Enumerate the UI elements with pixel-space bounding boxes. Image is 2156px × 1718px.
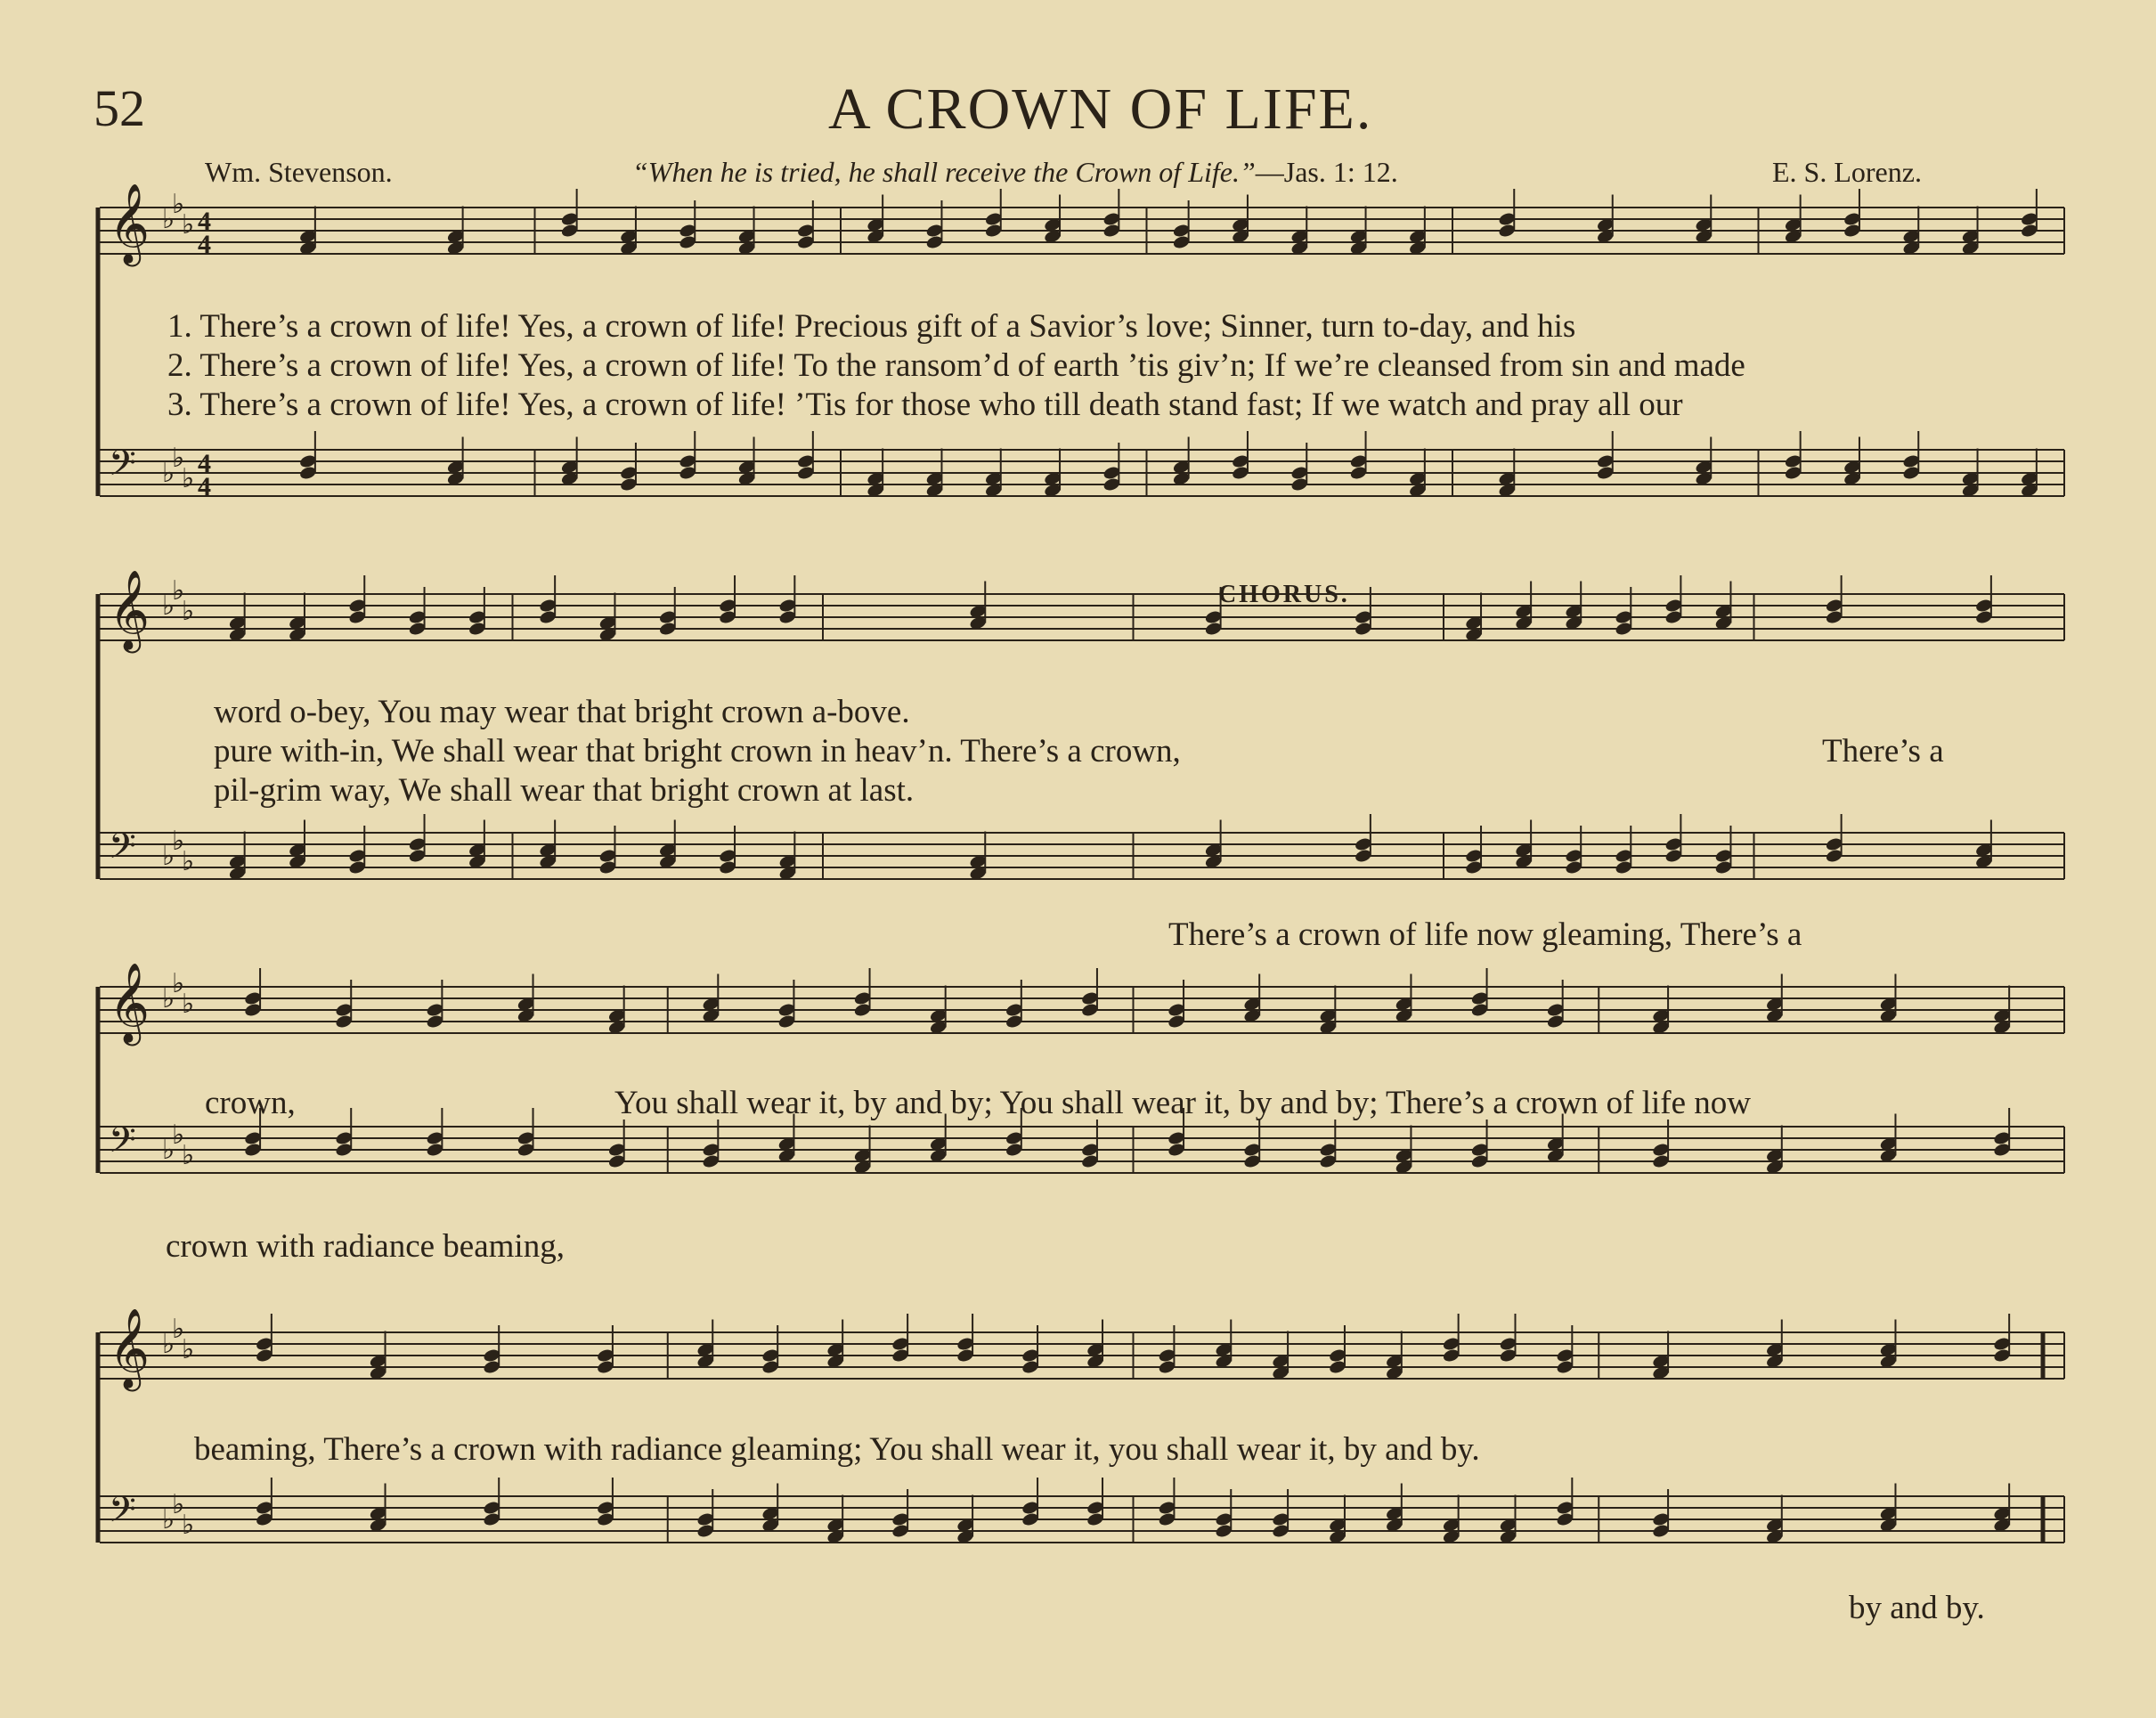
flat-icon: ♭ [172, 1490, 185, 1519]
time-signature-top: 4 [198, 207, 211, 236]
flat-icon: ♭ [182, 989, 195, 1019]
treble-clef-icon: 𝄞 [109, 1308, 151, 1388]
flat-icon: ♭ [172, 969, 185, 998]
bass-clef-icon: 𝄢 [109, 443, 136, 493]
system-2-treble-staff [100, 594, 2064, 640]
time-signature-bottom: 4 [198, 230, 211, 259]
flat-icon: ♭ [162, 205, 175, 234]
flat-icon: ♭ [162, 1136, 175, 1165]
flat-icon: ♭ [172, 826, 185, 856]
bass-clef-icon: 𝄢 [109, 1120, 136, 1169]
system-2-bass-staff [100, 833, 2064, 879]
flat-icon: ♭ [162, 591, 175, 621]
flat-icon: ♭ [162, 459, 175, 488]
bass-clef-icon: 𝄢 [109, 1489, 136, 1539]
flat-icon: ♭ [162, 984, 175, 1014]
epigraph-text: “When he is tried, he shall receive the Crown of Life.” [632, 156, 1256, 188]
chorus-label: CHORUS. [1218, 581, 1350, 608]
treble-clef-icon: 𝄞 [109, 963, 151, 1043]
flat-icon: ♭ [172, 576, 185, 606]
system-3-treble-staff [100, 987, 2064, 1033]
system-1-bass-staff [100, 450, 2064, 496]
system-1-treble-staff [100, 208, 2064, 254]
verse-1-line-1: 1. There’s a crown of life! Yes, a crown of life! Precious gift of a Savior’s love; Sinner, turn to-day, and his [167, 308, 1576, 345]
verse-2-line-1: 2. There’s a crown of life! Yes, a crown of life! To the ransom’d of earth ’tis giv’n; If we’re cleansed from sin and made [167, 347, 1745, 384]
chorus-bass-lyric-1: There’s a crown of life now gleaming, There’s a [1168, 916, 1802, 953]
system-4-treble-staff [100, 1332, 2064, 1379]
composer-credit: E. S. Lorenz. [1772, 156, 1922, 188]
time-signature-top: 4 [198, 449, 211, 478]
flat-icon: ♭ [172, 190, 185, 219]
hymn-title: A CROWN OF LIFE. [828, 77, 1373, 142]
time-signature-bottom: 4 [198, 472, 211, 501]
chorus-treble-lyric-3: beaming, There’s a crown with radiance gleaming; You shall wear it, you shall wear it, by and by. [194, 1431, 1480, 1468]
treble-clef-icon: 𝄞 [109, 183, 151, 264]
flat-icon: ♭ [172, 444, 185, 473]
flat-icon: ♭ [162, 842, 175, 871]
verse-1-line-2: word o-bey, You may wear that bright crown a-bove. [214, 694, 910, 730]
verse-3-line-1: 3. There’s a crown of life! Yes, a crown of life! ’Tis for those who till death stand fast; If we watch and pray all our [167, 387, 1683, 423]
flat-icon: ♭ [162, 1505, 175, 1535]
chorus-treble-lyric-1: crown, [205, 1085, 296, 1121]
verse-2-line-2: pure with-in, We shall wear that bright crown in heav’n. There’s a crown, [214, 733, 1181, 769]
chorus-treble-entry: There’s a [1822, 733, 1944, 769]
flat-icon: ♭ [182, 597, 195, 626]
flat-icon: ♭ [182, 847, 195, 876]
flat-icon: ♭ [182, 210, 195, 240]
author-credit: Wm. Stevenson. [205, 156, 393, 188]
flat-icon: ♭ [182, 464, 195, 493]
flat-icon: ♭ [182, 1510, 195, 1540]
chorus-treble-lyric-2: You shall wear it, by and by; You shall wear it, by and by; There’s a crown of life now [614, 1085, 1751, 1121]
flat-icon: ♭ [162, 1330, 175, 1359]
chorus-bass-lyric-3: by and by. [1849, 1590, 1985, 1626]
flat-icon: ♭ [182, 1335, 195, 1364]
page-number: 52 [94, 79, 145, 137]
bass-clef-icon: 𝄢 [109, 826, 136, 875]
flat-icon: ♭ [182, 1141, 195, 1170]
chorus-bass-lyric-2: crown with radiance beaming, [166, 1228, 565, 1265]
verse-3-line-2: pil-grim way, We shall wear that bright crown at last. [214, 772, 915, 809]
treble-clef-icon: 𝄞 [109, 570, 151, 650]
flat-icon: ♭ [172, 1120, 185, 1150]
epigraph-reference: —Jas. 1: 12. [1255, 156, 1398, 188]
flat-icon: ♭ [172, 1315, 185, 1344]
